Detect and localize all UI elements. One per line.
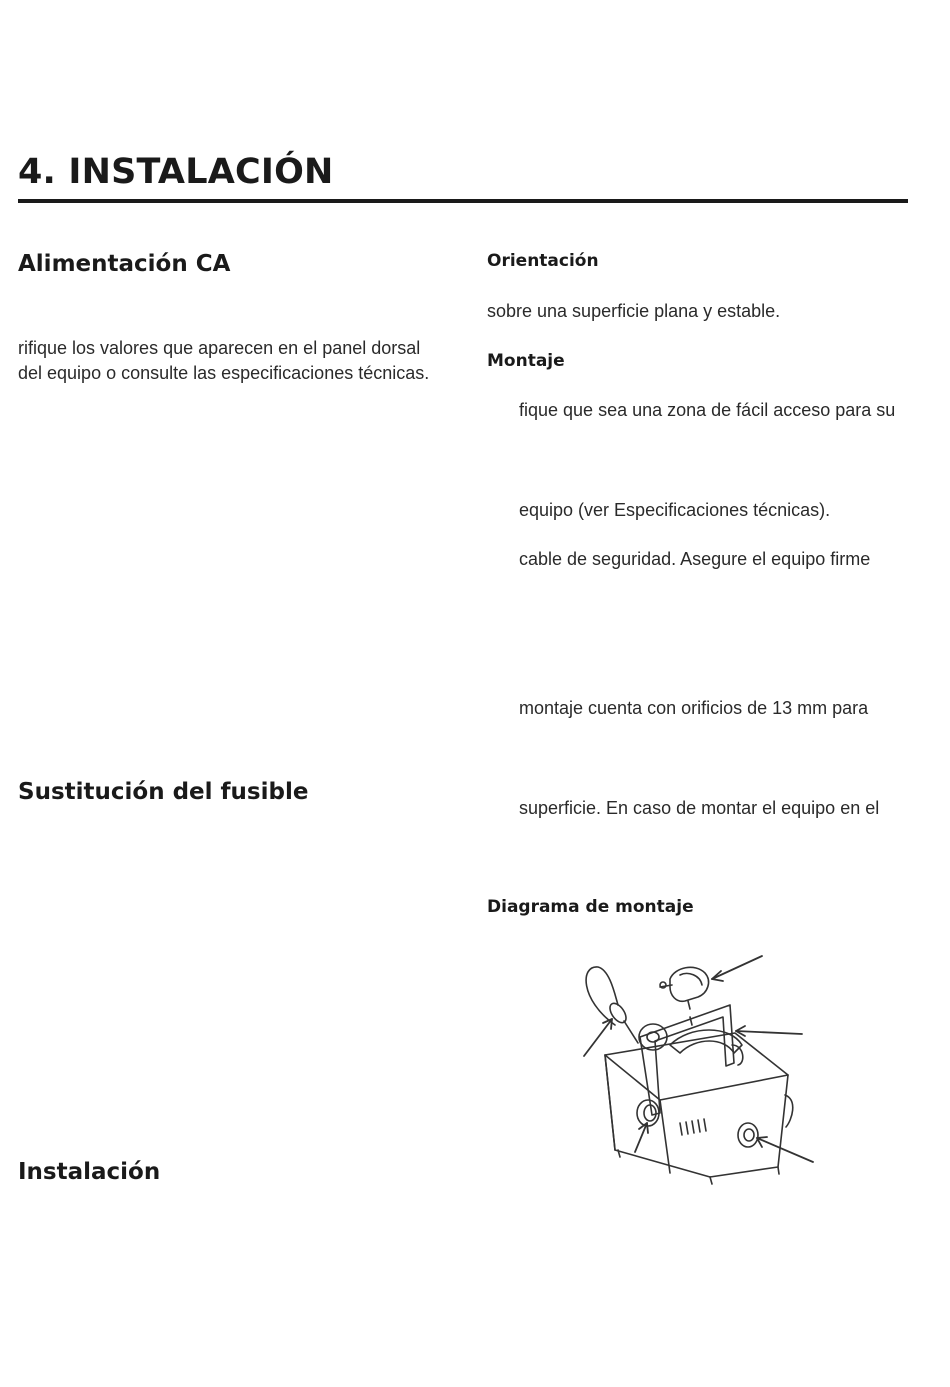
arrow-nozzle [757, 1138, 813, 1162]
orientation-text: sobre una superficie plana y estable. [487, 301, 781, 321]
power-text-line-1: rifique los valores que aparecen en el panel dorsal [18, 338, 421, 358]
power-heading: Alimentación CA [18, 251, 231, 277]
arrow-bracket [736, 1031, 802, 1034]
fuse-heading: Sustitución del fusible [18, 779, 309, 805]
section-title: 4. INSTALACIÓN [18, 152, 334, 192]
power-text-line-2: del equipo o consulte las especificaciones técnicas. [18, 363, 430, 383]
clamp-icon [660, 967, 709, 1009]
mounting-heading: Montaje [487, 351, 565, 371]
safety-cable-icon [586, 967, 638, 1043]
pointer-arrows [584, 956, 813, 1162]
mounting-text-line-3: cable de seguridad. Asegure el equipo firme [519, 549, 871, 569]
diagram-heading: Diagrama de montaje [487, 897, 694, 917]
title-rule [18, 199, 908, 203]
fog-machine-icon [605, 1030, 793, 1184]
mounting-bracket-icon [639, 1005, 734, 1115]
install-heading: Instalación [18, 1159, 161, 1185]
mounting-text-line-2: equipo (ver Especificaciones técnicas). [519, 500, 831, 520]
arrow-clamp [712, 956, 762, 979]
mounting-text-line-1: fique que sea una zona de fácil acceso para su [519, 400, 896, 420]
mounting-diagram [520, 945, 830, 1190]
mounting-text-line-5: superficie. En caso de montar el equipo en el [519, 798, 880, 818]
mounting-text-line-4: montaje cuenta con orificios de 13 mm para [519, 698, 869, 718]
arrow-cable [584, 1019, 612, 1056]
orientation-heading: Orientación [487, 251, 599, 271]
